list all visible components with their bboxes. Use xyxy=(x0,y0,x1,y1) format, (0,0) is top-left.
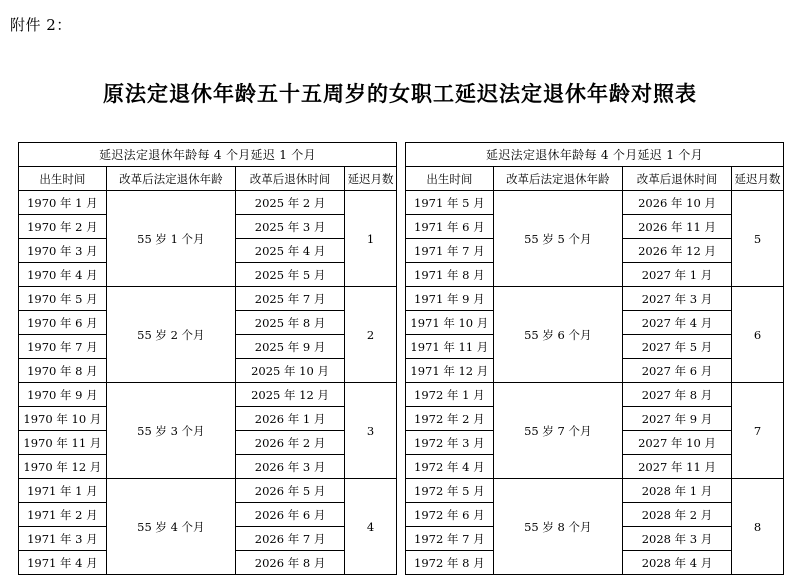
cell-birth-time: 1972 年 8 月 xyxy=(405,551,493,575)
cell-birth-time: 1971 年 3 月 xyxy=(19,527,107,551)
table-row xyxy=(19,191,397,215)
cell-retirement-time: 2028 年 3 月 xyxy=(622,527,731,551)
cell-birth-time: 1970 年 9 月 xyxy=(19,383,107,407)
cell-new-retirement-age: 55 岁 2 个月 xyxy=(106,287,235,383)
cell-delay-months: 8 xyxy=(732,479,784,575)
table-body-left xyxy=(19,191,397,575)
attachment-label: 附件 2： xyxy=(10,16,72,34)
cell-retirement-time: 2026 年 1 月 xyxy=(235,407,344,431)
cell-new-retirement-age: 55 岁 3 个月 xyxy=(106,383,235,479)
cell-retirement-time: 2028 年 4 月 xyxy=(622,551,731,575)
column-header-new-age: 改革后法定退休年龄 xyxy=(106,167,235,191)
cell-retirement-time: 2025 年 10 月 xyxy=(235,359,344,383)
group-header-row xyxy=(405,143,783,167)
cell-birth-time: 1971 年 12 月 xyxy=(405,359,493,383)
cell-new-retirement-age: 55 岁 7 个月 xyxy=(493,383,622,479)
cell-birth-time: 1970 年 5 月 xyxy=(19,287,107,311)
cell-retirement-time: 2026 年 7 月 xyxy=(235,527,344,551)
table-row xyxy=(405,479,783,503)
cell-retirement-time: 2025 年 9 月 xyxy=(235,335,344,359)
schedule-table-right xyxy=(405,142,784,575)
cell-birth-time: 1970 年 4 月 xyxy=(19,263,107,287)
table-header-right xyxy=(405,143,783,191)
schedule-table-left xyxy=(18,142,397,575)
cell-retirement-time: 2027 年 3 月 xyxy=(622,287,731,311)
cell-birth-time: 1970 年 7 月 xyxy=(19,335,107,359)
table-row xyxy=(405,191,783,215)
page-title: 原法定退休年龄五十五周岁的女职工延迟法定退休年龄对照表 xyxy=(103,81,697,106)
group-header-left: 延迟法定退休年龄每 4 个月延迟 1 个月 xyxy=(19,143,397,167)
cell-birth-time: 1970 年 2 月 xyxy=(19,215,107,239)
cell-birth-time: 1971 年 5 月 xyxy=(405,191,493,215)
column-header-birth: 出生时间 xyxy=(19,167,107,191)
table-row xyxy=(405,287,783,311)
column-header-delay-months: 延迟月数 xyxy=(732,167,784,191)
cell-retirement-time: 2027 年 5 月 xyxy=(622,335,731,359)
cell-retirement-time: 2026 年 3 月 xyxy=(235,455,344,479)
cell-delay-months: 6 xyxy=(732,287,784,383)
group-header-row xyxy=(19,143,397,167)
cell-birth-time: 1972 年 7 月 xyxy=(405,527,493,551)
table-row xyxy=(19,479,397,503)
cell-birth-time: 1970 年 11 月 xyxy=(19,431,107,455)
cell-birth-time: 1972 年 3 月 xyxy=(405,431,493,455)
cell-retirement-time: 2026 年 11 月 xyxy=(622,215,731,239)
cell-birth-time: 1970 年 1 月 xyxy=(19,191,107,215)
cell-retirement-time: 2026 年 6 月 xyxy=(235,503,344,527)
cell-retirement-time: 2028 年 1 月 xyxy=(622,479,731,503)
cell-birth-time: 1970 年 3 月 xyxy=(19,239,107,263)
cell-delay-months: 5 xyxy=(732,191,784,287)
cell-birth-time: 1971 年 6 月 xyxy=(405,215,493,239)
cell-birth-time: 1971 年 7 月 xyxy=(405,239,493,263)
schedule-tables xyxy=(18,142,784,575)
cell-birth-time: 1972 年 6 月 xyxy=(405,503,493,527)
cell-birth-time: 1971 年 8 月 xyxy=(405,263,493,287)
column-header-retire-time: 改革后退休时间 xyxy=(235,167,344,191)
column-header-birth: 出生时间 xyxy=(405,167,493,191)
group-header-right: 延迟法定退休年龄每 4 个月延迟 1 个月 xyxy=(405,143,783,167)
cell-retirement-time: 2026 年 12 月 xyxy=(622,239,731,263)
cell-delay-months: 2 xyxy=(345,287,397,383)
cell-birth-time: 1970 年 10 月 xyxy=(19,407,107,431)
cell-retirement-time: 2026 年 10 月 xyxy=(622,191,731,215)
cell-retirement-time: 2027 年 6 月 xyxy=(622,359,731,383)
cell-new-retirement-age: 55 岁 1 个月 xyxy=(106,191,235,287)
cell-retirement-time: 2027 年 9 月 xyxy=(622,407,731,431)
cell-birth-time: 1971 年 11 月 xyxy=(405,335,493,359)
cell-birth-time: 1972 年 5 月 xyxy=(405,479,493,503)
cell-retirement-time: 2027 年 8 月 xyxy=(622,383,731,407)
cell-new-retirement-age: 55 岁 4 个月 xyxy=(106,479,235,575)
cell-birth-time: 1971 年 10 月 xyxy=(405,311,493,335)
cell-birth-time: 1970 年 8 月 xyxy=(19,359,107,383)
table-row xyxy=(405,383,783,407)
cell-new-retirement-age: 55 岁 8 个月 xyxy=(493,479,622,575)
cell-retirement-time: 2025 年 4 月 xyxy=(235,239,344,263)
cell-retirement-time: 2025 年 3 月 xyxy=(235,215,344,239)
cell-retirement-time: 2025 年 8 月 xyxy=(235,311,344,335)
cell-birth-time: 1971 年 2 月 xyxy=(19,503,107,527)
cell-birth-time: 1970 年 6 月 xyxy=(19,311,107,335)
cell-retirement-time: 2026 年 5 月 xyxy=(235,479,344,503)
cell-retirement-time: 2027 年 10 月 xyxy=(622,431,731,455)
column-header-row xyxy=(405,167,783,191)
cell-retirement-time: 2025 年 2 月 xyxy=(235,191,344,215)
column-header-delay-months: 延迟月数 xyxy=(345,167,397,191)
cell-birth-time: 1972 年 4 月 xyxy=(405,455,493,479)
cell-retirement-time: 2027 年 4 月 xyxy=(622,311,731,335)
cell-delay-months: 3 xyxy=(345,383,397,479)
table-body-right xyxy=(405,191,783,575)
column-header-row xyxy=(19,167,397,191)
cell-birth-time: 1972 年 1 月 xyxy=(405,383,493,407)
cell-birth-time: 1972 年 2 月 xyxy=(405,407,493,431)
table-header-left xyxy=(19,143,397,191)
cell-birth-time: 1971 年 9 月 xyxy=(405,287,493,311)
cell-delay-months: 7 xyxy=(732,383,784,479)
cell-birth-time: 1971 年 4 月 xyxy=(19,551,107,575)
column-header-new-age: 改革后法定退休年龄 xyxy=(493,167,622,191)
cell-retirement-time: 2027 年 1 月 xyxy=(622,263,731,287)
cell-retirement-time: 2025 年 12 月 xyxy=(235,383,344,407)
column-header-retire-time: 改革后退休时间 xyxy=(622,167,731,191)
cell-retirement-time: 2027 年 11 月 xyxy=(622,455,731,479)
cell-new-retirement-age: 55 岁 6 个月 xyxy=(493,287,622,383)
table-row xyxy=(19,287,397,311)
cell-delay-months: 1 xyxy=(345,191,397,287)
cell-delay-months: 4 xyxy=(345,479,397,575)
cell-new-retirement-age: 55 岁 5 个月 xyxy=(493,191,622,287)
table-gap xyxy=(397,142,405,575)
cell-retirement-time: 2026 年 2 月 xyxy=(235,431,344,455)
table-row xyxy=(19,383,397,407)
cell-retirement-time: 2025 年 7 月 xyxy=(235,287,344,311)
cell-retirement-time: 2028 年 2 月 xyxy=(622,503,731,527)
cell-birth-time: 1970 年 12 月 xyxy=(19,455,107,479)
cell-retirement-time: 2026 年 8 月 xyxy=(235,551,344,575)
cell-birth-time: 1971 年 1 月 xyxy=(19,479,107,503)
cell-retirement-time: 2025 年 5 月 xyxy=(235,263,344,287)
